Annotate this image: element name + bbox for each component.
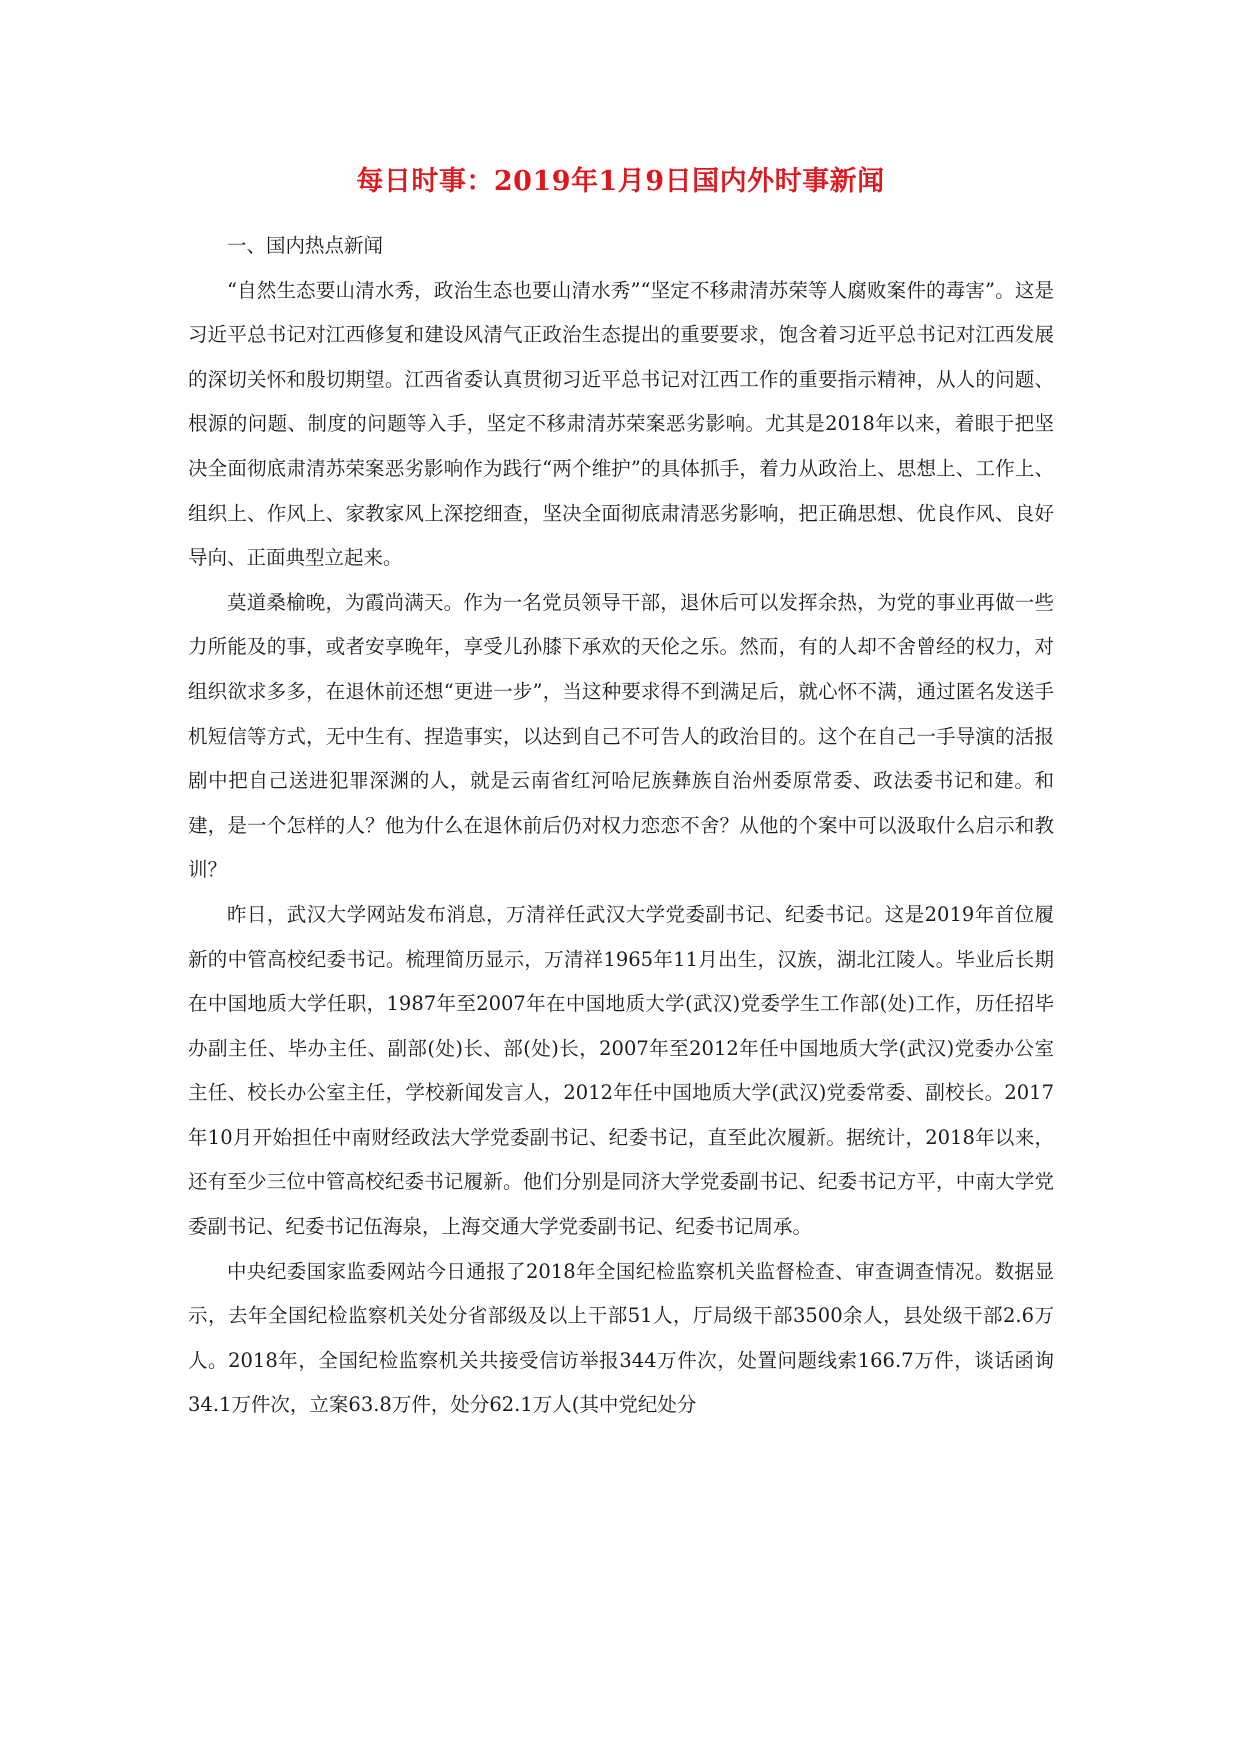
paragraph-3: 昨日，武汉大学网站发布消息，万清祥任武汉大学党委副书记、纪委书记。这是2019年首位履新的中管高校纪委书记。梳理简历显示，万清祥1965年11月出生，汉族，湖北江陵人。毕业后长期在中国地质大学任职，1987年至2007年在中国地质大学(武汉)党委学生工作部(处)工作，历任招毕办副主任、毕办主任、副部(处)长、部(处)长，2007年至2012年任中国地质大学(武汉)党委办公室主任、校长办公室主任，学校新闻发言人，2012年任中国地质大学(武汉)党委常委、副校长。2017年10月开始担任中南财经政法大学党委副书记、纪委书记，直至此次履新。据统计，2018年以来，还有至少三位中管高校纪委书记履新。他们分别是同济大学党委副书记、纪委书记方平，中南大学党委副书记、纪委书记伍海泉，上海交通大学党委副书记、纪委书记周承。 — [188, 902, 1054, 1239]
paragraph-4: 中央纪委国家监委网站今日通报了2018年全国纪检监察机关监督检查、审查调查情况。数据显示，去年全国纪检监察机关处分省部级及以上干部51人，厅局级干部3500余人，县处级干部2.6万人。2018年，全国纪检监察机关共接受信访举报344万件次，处置问题线索166.7万件，谈话函询34.1万件次，立案63.8万件，处分62.1万人(其中党纪处分 — [188, 1259, 1054, 1417]
paragraph-1: “自然生态要山清水秀，政治生态也要山清水秀”“坚定不移肃清苏荣等人腐败案件的毒害”。这是习近平总书记对江西修复和建设风清气正政治生态提出的重要要求，饱含着习近平总书记对江西发展的深切关怀和殷切期望。江西省委认真贯彻习近平总书记对江西工作的重要指示精神，从人的问题、根源的问题、制度的问题等入手，坚定不移肃清苏荣案恶劣影响。尤其是2018年以来，着眼于把坚决全面彻底肃清苏荣案恶劣影响作为践行“两个维护”的具体抓手，着力从政治上、思想上、工作上、组织上、作风上、家教家风上深挖细查，坚决全面彻底肃清恶劣影响，把正确思想、优良作风、良好导向、正面典型立起来。 — [188, 278, 1054, 570]
document-body — [188, 224, 1054, 1428]
section-heading: 一、国内热点新闻 — [227, 234, 384, 257]
paragraph-2: 莫道桑榆晚，为霞尚满天。作为一名党员领导干部，退休后可以发挥余热，为党的事业再做一些力所能及的事，或者安享晚年，享受儿孙膝下承欢的天伦之乐。然而，有的人却不舍曾经的权力，对组织欲求多多，在退休前还想“更进一步”，当这种要求得不到满足后，就心怀不满，通过匿名发送手机短信等方式，无中生有、捏造事实，以达到自己不可告人的政治目的。这个在自己一手导演的活报剧中把自己送进犯罪深渊的人，就是云南省红河哈尼族彝族自治州委原常委、政法委书记和建。和建，是一个怎样的人？他为什么在退休前后仍对权力恋恋不舍？从他的个案中可以汲取什么启示和教训？ — [188, 590, 1054, 882]
document-title: 每日时事：2019年1月9日国内外时事新闻 — [356, 166, 885, 197]
